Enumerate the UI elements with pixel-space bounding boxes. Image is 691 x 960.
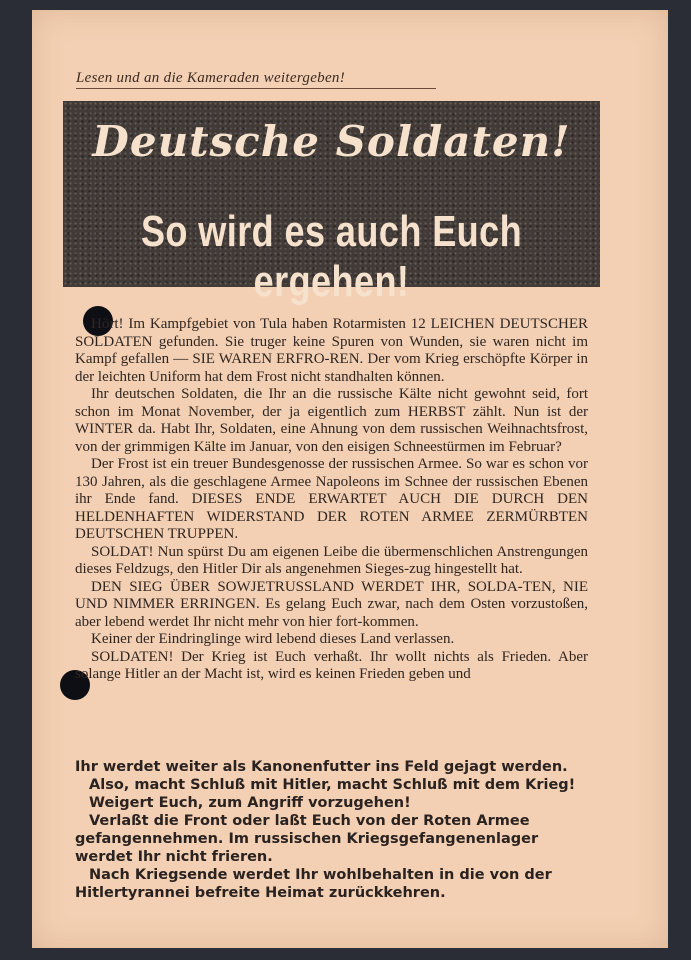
closing-line: Also, macht Schluß mit Hitler, macht Schluß mit dem Krieg! — [89, 777, 576, 793]
paragraph: DEN SIEG ÜBER SOWJETRUSSLAND WERDET IHR, SOLDA-TEN, NIE UND NIMMER ERRINGEN. Es gelang Euch zwar, nach dem Osten vorzustoßen, aber lebend werdet Ihr nicht mehr von hier fort-kommen. — [75, 578, 588, 630]
leaflet-body — [75, 316, 588, 684]
headline-banner — [63, 101, 600, 306]
paragraph: SOLDATEN! Der Krieg ist Euch verhaßt. Ihr wollt nichts als Frieden. Aber solange Hitler an der Macht ist, wird es keinen Frieden geben und — [75, 648, 588, 682]
closing-line: Nach Kriegsende werdet Ihr wohlbehalten in die von der Hitlertyrannei befreite Heimat zurückkehren. — [75, 867, 552, 901]
paragraph: Hört! Im Kampfgebiet von Tula haben Rotarmisten 12 LEICHEN DEUTSCHER SOLDATEN gefunden. Sie truger keine Spuren von Wunden, sie waren nicht im Kampf gefallen — SIE WAREN ERFRO-REN. Der vom Krieg erschöpfte Körper in der leichten Uniform hat dem Frost nicht standhalten können. — [75, 316, 588, 385]
paragraph: SOLDAT! Nun spürst Du am eigenen Leibe die übermenschlichen Anstrengungen dieses Feldzugs, den Hitler Dir als angenehmen Sieges-zug hingestellt hat. — [75, 543, 588, 577]
closing-line: Weigert Euch, zum Angriff vorzugehen! — [89, 795, 411, 811]
tagline: Lesen und an die Kameraden weitergeben! — [76, 70, 436, 89]
headline-subtitle: So wird es auch Euch ergehen! — [140, 207, 523, 306]
closing-line: Verlaßt die Front oder laßt Euch von der Roten Armee gefangennehmen. Im russischen Kriegsgefangenenlager werdet Ihr nicht frieren. — [75, 813, 539, 865]
closing-line: Ihr werdet weiter als Kanonenfutter ins Feld gejagt werden. — [75, 759, 568, 775]
paragraph: Der Frost ist ein treuer Bundesgenosse der russischen Armee. So war es schon vor 130 Jahren, als die geschlagene Armee Napoleons im Schnee der russischen Ebenen ihr Ende fand. DIESES ENDE ERWARTET AUCH DIE DURCH DEN HELDENHAFTEN WIDERSTAND DER ROTEN ARMEE ZERMÜRBTEN DEUTSCHEN TRUPPEN. — [75, 456, 588, 542]
paragraph: Keiner der Eindringlinge wird lebend dieses Land verlassen. — [91, 631, 455, 647]
paragraph: Ihr deutschen Soldaten, die Ihr an die russische Kälte nicht gewohnt seid, fort schon im Monat November, der ja eigentlich zum HERBST zählt. Nun ist der WINTER da. Habt Ihr, Soldaten, eine Ahnung von dem russischen Weihnachtsfrost, von der grimmigen Kälte im Januar, von den eisigen Schneestürmen im Februar? — [75, 386, 588, 455]
headline-title: Deutsche Soldaten! — [92, 117, 571, 166]
closing-appeal — [75, 758, 588, 902]
